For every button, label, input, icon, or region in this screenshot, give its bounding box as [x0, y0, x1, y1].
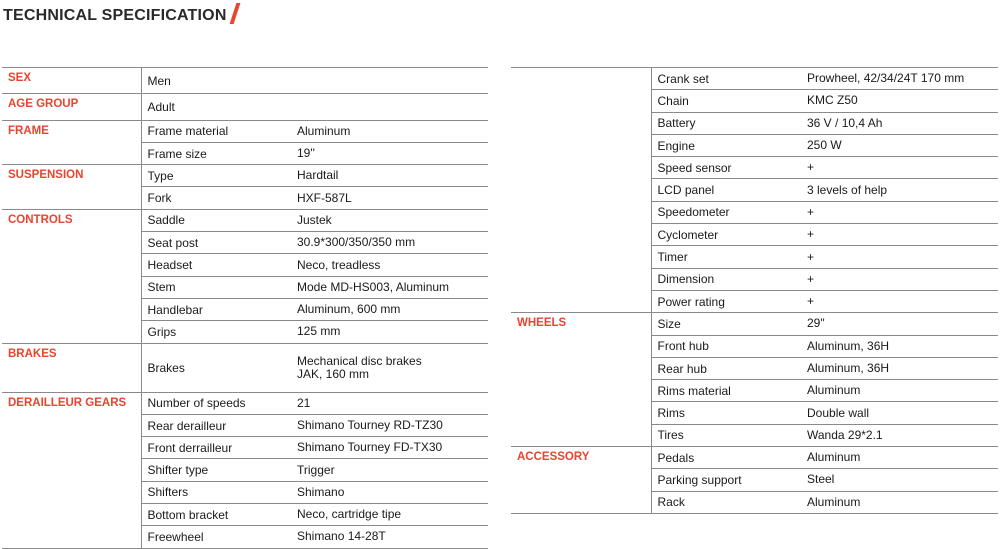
spec-label: Men: [141, 68, 291, 94]
spec-label: Pedals: [651, 447, 801, 469]
spec-value-line: 21: [297, 395, 311, 410]
spec-value-line: +: [807, 271, 815, 286]
spec-value: [291, 414, 488, 436]
spec-value-line: Shimano Tourney RD-TZ30: [297, 418, 443, 432]
spec-value-line: KMC Z50: [807, 93, 858, 108]
spec-row: [511, 447, 998, 469]
spec-row: [511, 313, 998, 335]
spec-value-line: 30.9*300/350/350 mm: [297, 235, 416, 250]
spec-value: [291, 321, 488, 343]
spec-value-line: +: [807, 227, 815, 242]
spec-value-line: Aluminum, 600 mm: [297, 302, 401, 317]
spec-label: Fork: [141, 187, 291, 209]
spec-label: Saddle: [141, 209, 291, 231]
spec-value-line: Aluminum, 36H: [807, 361, 890, 375]
spec-value: [291, 142, 488, 164]
spec-label: Handlebar: [141, 298, 291, 320]
spec-label: Chain: [651, 90, 801, 112]
spec-value: [801, 157, 998, 179]
spec-value: [801, 224, 998, 246]
spec-value-line: +: [807, 160, 815, 175]
spec-value-line: Shimano: [297, 484, 345, 499]
spec-value: [801, 357, 998, 379]
spec-value: [291, 187, 488, 209]
spec-value: [291, 232, 488, 254]
spec-label: Cyclometer: [651, 224, 801, 246]
spec-table-left: [2, 67, 488, 549]
spec-label: Front hub: [651, 335, 801, 357]
spec-label: Type: [141, 165, 291, 187]
spec-row: [2, 392, 488, 414]
spec-label: Brakes: [141, 343, 291, 392]
spec-table-right-body: [511, 68, 998, 514]
spec-value: [291, 504, 488, 526]
section-heading: SUSPENSION: [2, 165, 141, 210]
spec-value-line: Justek: [297, 212, 332, 227]
spec-label: Seat post: [141, 232, 291, 254]
section-heading: AGE GROUP: [2, 94, 141, 120]
section-heading: DERAILLEUR GEARS: [2, 392, 141, 548]
spec-value: [291, 343, 488, 392]
spec-row: [2, 120, 488, 142]
spec-value: [801, 246, 998, 268]
spec-label: Rear hub: [651, 357, 801, 379]
spec-value: [801, 179, 998, 201]
spec-value-line: Steel: [807, 472, 835, 487]
spec-value: [801, 134, 998, 156]
section-heading: ACCESSORY: [511, 447, 651, 514]
spec-value: [291, 481, 488, 503]
spec-label: Adult: [141, 94, 291, 120]
spec-value-line: 29": [807, 316, 825, 331]
spec-value-line: 19'': [297, 146, 315, 161]
spec-label: Headset: [141, 254, 291, 276]
spec-value: [291, 276, 488, 298]
spec-value: [801, 313, 998, 335]
spec-value: [801, 447, 998, 469]
spec-value-line: Mode MD-HS003, Aluminum: [297, 279, 450, 294]
spec-value: [291, 68, 488, 94]
spec-value-line: Aluminum: [807, 450, 861, 465]
spec-label: Frame material: [141, 120, 291, 142]
spec-value-line: Aluminum, 36H: [807, 338, 890, 353]
spec-label: Shifter type: [141, 459, 291, 481]
spec-label: Parking support: [651, 469, 801, 491]
spec-value-line: Aluminum: [297, 123, 351, 138]
spec-label: Rims: [651, 402, 801, 424]
spec-value: [291, 165, 488, 187]
spec-label: Size: [651, 313, 801, 335]
spec-label: LCD panel: [651, 179, 801, 201]
spec-value-line: Hardtail: [297, 168, 339, 183]
spec-value-line: Shimano Tourney FD-TX30: [297, 440, 443, 455]
section-heading: CONTROLS: [2, 209, 141, 343]
section-heading: SEX: [2, 68, 141, 94]
spec-row: [2, 94, 488, 120]
spec-value-line: 36 V / 10,4 Ah: [807, 115, 883, 130]
spec-label: Engine: [651, 134, 801, 156]
spec-value: [291, 120, 488, 142]
spec-value: [801, 268, 998, 290]
spec-row: [2, 209, 488, 231]
spec-label: Frame size: [141, 142, 291, 164]
spec-row: [2, 68, 488, 94]
spec-value-line: Shimano 14-28T: [297, 529, 386, 544]
spec-label: Rack: [651, 491, 801, 513]
spec-value: [801, 424, 998, 446]
spec-value-line: 250 W: [807, 138, 842, 153]
spec-value: [801, 68, 998, 90]
spec-label: Crank set: [651, 68, 801, 90]
spec-label: Grips: [141, 321, 291, 343]
spec-value: [291, 209, 488, 231]
spec-label: Battery: [651, 112, 801, 134]
spec-value-line: 3 levels of help: [807, 182, 888, 197]
spec-row: [511, 68, 998, 90]
spec-value-line: Wanda 29*2.1: [807, 427, 883, 442]
spec-label: Rims material: [651, 380, 801, 402]
spec-value: [291, 437, 488, 459]
spec-value-line: +: [807, 204, 815, 219]
spec-table-right: [511, 67, 998, 514]
spec-value: [801, 380, 998, 402]
spec-value: [291, 526, 488, 548]
spec-value-line: Aluminum: [807, 383, 861, 398]
spec-label: Tires: [651, 424, 801, 446]
spec-value: [291, 94, 488, 120]
section-heading: WHEELS: [511, 313, 651, 447]
spec-value-line: Neco, cartridge tipe: [297, 507, 402, 522]
spec-value: [801, 335, 998, 357]
section-heading: [511, 68, 651, 313]
spec-value: [801, 201, 998, 223]
spec-label: Number of speeds: [141, 392, 291, 414]
spec-value: [291, 392, 488, 414]
spec-value: [801, 290, 998, 312]
spec-value: [801, 491, 998, 513]
spec-value-line: Prowheel, 42/34/24T 170 mm: [807, 71, 965, 86]
spec-label: Power rating: [651, 290, 801, 312]
spec-value: [801, 112, 998, 134]
page-title-text: TECHNICAL SPECIFICATION: [3, 7, 227, 24]
spec-value-line: Double wall: [807, 405, 870, 420]
spec-label: Bottom bracket: [141, 504, 291, 526]
spec-value: [801, 469, 998, 491]
spec-value: [291, 459, 488, 481]
spec-row: [2, 165, 488, 187]
spec-value-line: +: [807, 294, 815, 309]
spec-value-line: JAK, 160 mm: [297, 366, 370, 381]
spec-label: Front derrailleur: [141, 437, 291, 459]
spec-value: [801, 402, 998, 424]
spec-value-line: +: [807, 249, 815, 264]
spec-label: Shifters: [141, 481, 291, 503]
spec-value-line: Trigger: [297, 462, 335, 477]
spec-table-left-body: [2, 68, 488, 549]
spec-row: [2, 343, 488, 392]
spec-label: Speed sensor: [651, 157, 801, 179]
section-heading: BRAKES: [2, 343, 141, 392]
spec-value-line: HXF-587L: [297, 190, 352, 205]
spec-label: Speedometer: [651, 201, 801, 223]
spec-label: Freewheel: [141, 526, 291, 548]
spec-label: Rear derailleur: [141, 414, 291, 436]
spec-label: Stem: [141, 276, 291, 298]
page-title: [3, 3, 237, 25]
spec-value-line: Neco, treadless: [297, 257, 381, 272]
title-slash-icon: [229, 3, 240, 24]
spec-value: [291, 254, 488, 276]
spec-label: Timer: [651, 246, 801, 268]
spec-value-line: 125 mm: [297, 324, 341, 339]
spec-label: Dimension: [651, 268, 801, 290]
spec-value: [291, 298, 488, 320]
section-heading: FRAME: [2, 120, 141, 165]
spec-value-line: Aluminum: [807, 494, 861, 509]
spec-value-line: Mechanical disc brakes: [297, 353, 422, 368]
spec-value: [801, 90, 998, 112]
